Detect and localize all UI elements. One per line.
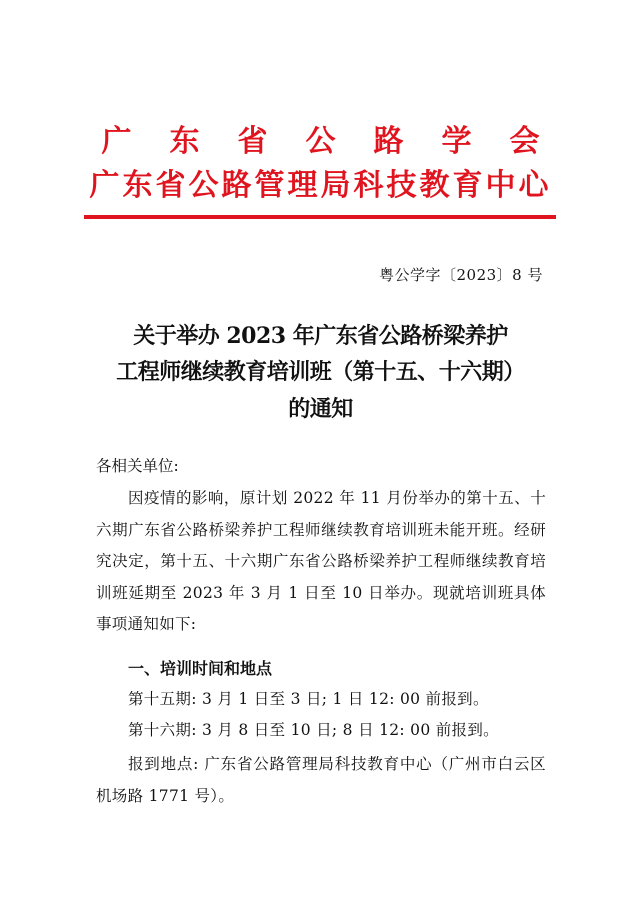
session-15-schedule: 第十五期: 3 月 1 日至 3 日; 1 日 12: 00 前报到。 [128,690,489,708]
section-heading-time-location: 一、培训时间和地点 [128,659,273,678]
registration-location: 报到地点: 广东省公路管理局科技教育中心（广州市白云区机场路 1771 号）。 [96,755,546,805]
session-16-schedule: 第十六期: 3 月 8 日至 10 日; 8 日 12: 00 前报到。 [128,721,499,739]
header-divider [84,215,556,219]
document-title-line-1: 关于举办 2023 年广东省公路桥梁养护 [133,323,508,349]
issuer-name-education-center: 广东省公路管理局科技教育中心 [89,168,552,203]
issuer-name-association: 广东省公路学会 [101,124,578,159]
document-title-line-2: 工程师继续教育培训班（第十五、十六期） [116,359,525,385]
document-number: 粤公学字〔2023〕8 号 [379,266,543,284]
document-title-line-3: 的通知 [288,396,353,422]
intro-paragraph: 因疫情的影响，原计划 2022 年 11 月份举办的第十五、十六期广东省公路桥梁养护工程师继续教育培训班未能开班。经研究决定，第十五、十六期广东省公路桥梁养护工程师继续教育培训班延期至 2023 年 3 月 1 日至 10 日举办。现就培训班具体事项通知如下: [96,489,546,633]
salutation: 各相关单位: [96,457,179,475]
